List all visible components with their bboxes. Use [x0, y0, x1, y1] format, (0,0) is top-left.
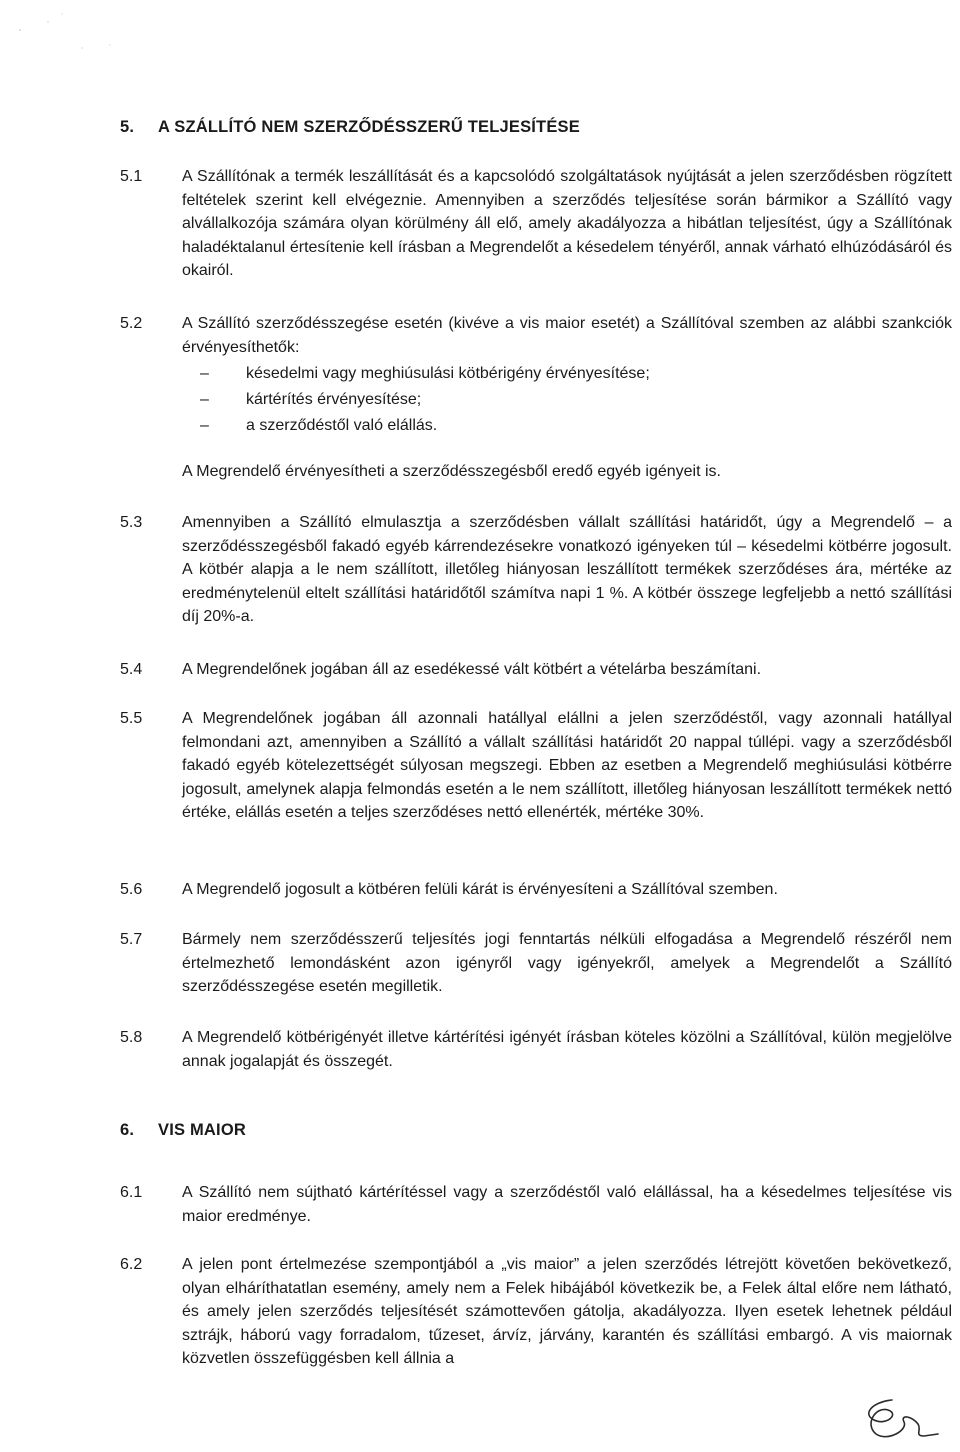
- clause-text: Amennyiben a Szállító elmulasztja a szerződésben vállalt szállítási határidőt, úgy a Megrendelő – a szerződésszegésből fakadó egyéb kárrendezésekre vonatkozó igényeken túl – késedelmi kötbérre jogosult. A kötbér alapja a le nem szállított, illetőleg hiányosan leszállított termékek szerződéses ára, mértéke az eredménytelenül eltelt szállítási határidőtől számítva napi 1 %. A kötbér összege legfeljebb a nettó szállítási díj 20%-a.: [182, 514, 952, 625]
- clause-number: 5.2: [120, 315, 143, 332]
- clause-number: 5.4: [120, 661, 143, 678]
- section-6-heading: [120, 1121, 246, 1140]
- handwritten-initials: [852, 1394, 942, 1442]
- clause-5-7: [120, 928, 952, 999]
- clause-5-1: [120, 165, 952, 283]
- clause-number: 5.7: [120, 931, 143, 948]
- clause-5-4: [120, 658, 952, 682]
- dash-bullet: –: [200, 391, 209, 408]
- clause-text: A jelen pont értelmezése szempontjából a „vis maior” a jelen szerződés létrejött követően bekövetkező, olyan elháríthatatlan esemény, amely nem a Felek hibájából következik be, a Felek által előre nem látható, és amely jelen szerződés teljesítését számottevően gátolja, akadályozza. Ilyen esetek lehetnek például sztrájk, háború vagy forradalom, tűzeset, árvíz, járvány, karantén és szállítási embargó. A vis maiornak közvetlen összefüggésben kell állnia a: [182, 1256, 952, 1367]
- list-item: – késedelmi vagy meghiúsulási kötbérigény érvényesítése;: [182, 361, 952, 387]
- section-title: A SZÁLLÍTÓ NEM SZERZŐDÉSSZERŰ TELJESÍTÉSE: [158, 118, 580, 136]
- clause-text: A Megrendelő kötbérigényét illetve kártérítési igényét írásban köteles közölni a Szállítóval, külön megjelölve annak jogalapját és összegét.: [182, 1029, 952, 1070]
- clause-number: 5.5: [120, 710, 143, 727]
- clause-5-8: [120, 1026, 952, 1073]
- section-title: VIS MAIOR: [158, 1121, 246, 1139]
- clause-outro: A Megrendelő érvényesítheti a szerződésszegésből eredő egyéb igényeit is.: [182, 463, 721, 480]
- clause-text: A Szállító nem sújtható kártérítéssel vagy a szerződéstől való elállással, ha a késedelmes teljesítése vis maior eredménye.: [182, 1184, 952, 1225]
- clause-text: Bármely nem szerződésszerű teljesítés jogi fenntartás nélküli elfogadása a Megrendelő részéről nem értelmezhető lemondásként azon igényről vagy igényekről, amelyek a Megrendelőt a Szállító szerződésszegése esetén megilletik.: [182, 931, 952, 995]
- clause-5-3: [120, 511, 952, 629]
- clause-5-6: [120, 878, 952, 902]
- list-item: – a szerződéstől való elállás.: [182, 413, 952, 439]
- section-number: 5.: [120, 118, 135, 136]
- clause-text: A Megrendelőnek jogában áll azonnali hatállyal elállni a jelen szerződéstől, vagy azonnali hatállyal felmondani azt, amennyiben a Szállító a vállalt szállítási határidőt 20 nappal túllépi. vagy a szerződésből fakadó egyéb kötelezettségét súlyosan megszegi. Ebben az esetben a Megrendelő meghiúsulási kötbérre jogosult, amelynek alapja felmondás esetén a le nem szállított, illetőleg hiányosan leszállított termékek nettó értéke, elállás esetén a teljes szerződéses nettó ellenérték, mértéke 30%.: [182, 710, 952, 821]
- clause-number: 5.3: [120, 514, 143, 531]
- dash-bullet: –: [200, 365, 209, 382]
- sanction-list: [182, 361, 952, 439]
- clause-intro: A Szállító szerződésszegése esetén (kivéve a vis maior esetét) a Szállítóval szemben az alábbi szankciók érvényesíthetők:: [182, 315, 952, 356]
- clause-number: 6.1: [120, 1184, 143, 1201]
- clause-number: 5.6: [120, 881, 143, 898]
- clause-number: 5.8: [120, 1029, 143, 1046]
- clause-6-2: [120, 1253, 952, 1371]
- clause-text: A Megrendelő jogosult a kötbéren felüli kárát is érvényesíteni a Szállítóval szemben.: [182, 881, 778, 898]
- section-5-heading: [120, 118, 580, 137]
- dash-bullet: –: [200, 417, 209, 434]
- section-number: 6.: [120, 1121, 135, 1139]
- list-item: – kártérítés érvényesítése;: [182, 387, 952, 413]
- clause-5-5: [120, 707, 952, 825]
- clause-number: 6.2: [120, 1256, 143, 1273]
- clause-6-1: [120, 1181, 952, 1228]
- clause-text: A Szállítónak a termék leszállítását és a kapcsolódó szolgáltatások nyújtását a jelen szerződésben rögzített feltételek szerint kell elvégeznie. Amennyiben a szerződés teljesítése során bármikor a Szállító vagy alvállalkozója számára olyan körülmény áll elő, amely akadályozza a hibátlan teljesítést, úgy a Szállítónak haladéktalanul értesítenie kell írásban a Megrendelőt a késedelem tényéről, annak várható elhúzódásáról és okairól.: [182, 168, 952, 279]
- clause-text: A Megrendelőnek jogában áll az esedékessé vált kötbért a vételárba beszámítani.: [182, 661, 762, 678]
- scan-specks: [0, 0, 140, 80]
- clause-number: 5.1: [120, 168, 143, 185]
- clause-5-2: [120, 312, 952, 484]
